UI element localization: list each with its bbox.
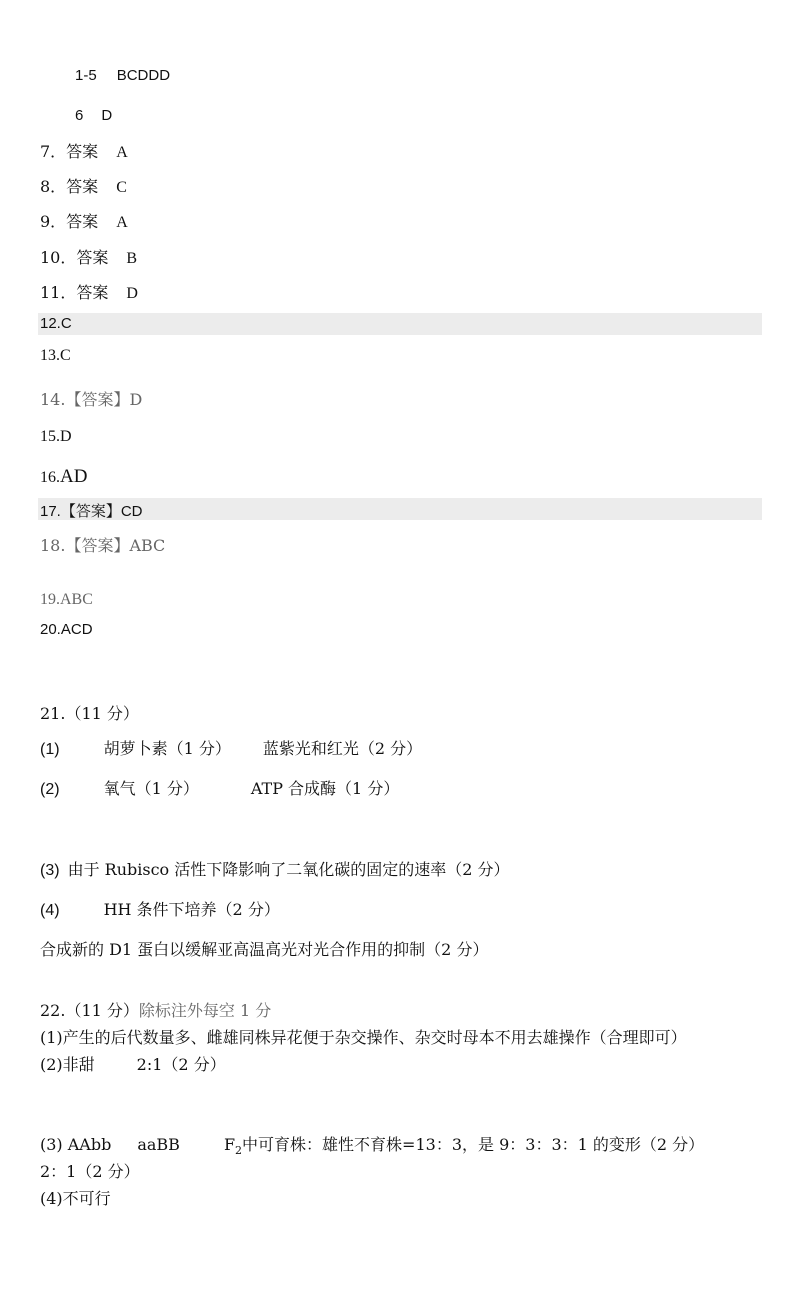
- answer-number: 1-5: [75, 67, 97, 84]
- answer-number: 16.: [40, 469, 60, 486]
- answer-value: B: [126, 250, 138, 267]
- answer-value: AD: [60, 466, 88, 487]
- part-number: (3): [40, 862, 60, 879]
- q21-part-3: [40, 857, 510, 880]
- genotype-2: aaBB: [137, 1135, 180, 1154]
- answer-value: A: [116, 214, 128, 231]
- answer-value: A: [116, 144, 128, 161]
- part-answer: 2:1（2 分）: [136, 1055, 226, 1074]
- part-answer: 中可育株：雄性不育株=13：3，是 9：3：3：1 的变形（2 分）: [242, 1135, 705, 1154]
- q22-part-3-continued: 2：1（2 分）: [40, 1162, 140, 1181]
- q21-part-4: [40, 897, 280, 920]
- q21-part-4-continued: 合成新的 D1 蛋白以缓解亚高温高光对光合作用的抑制（2 分）: [40, 940, 489, 959]
- answer-label: 7．答案: [40, 142, 99, 161]
- q21-part-2: [40, 776, 399, 799]
- answer-label: 8．答案: [40, 177, 99, 196]
- part-answer: ATP 合成酶（1 分）: [250, 779, 400, 798]
- answer-label: 9．答案: [40, 212, 99, 231]
- answer-value: BCDDD: [116, 67, 171, 84]
- answer-value: C: [116, 179, 127, 196]
- question-number: 22.（11 分）: [40, 1001, 139, 1020]
- answer-10: [40, 245, 137, 268]
- answer-value: D: [126, 285, 138, 302]
- answer-19: 19.ABC: [40, 591, 93, 608]
- answer-11: [40, 280, 138, 303]
- answer-20: 20.ACD: [40, 621, 93, 638]
- genotype-1: (3) AAbb: [40, 1135, 112, 1154]
- answer-label: 10．答案: [40, 248, 109, 267]
- answer-15: 15.D: [40, 428, 72, 445]
- part-answer: 由于 Rubisco 活性下降影响了二氧化碳的固定的速率（2 分）: [67, 860, 510, 879]
- answer-number: 6: [75, 107, 84, 124]
- highlight-band: [38, 313, 762, 335]
- answer-14: 14.【答案】D: [40, 390, 143, 409]
- part-answer: 氧气（1 分）: [103, 779, 199, 798]
- answer-7: [40, 139, 128, 162]
- answer-9: [40, 209, 128, 232]
- generation-subscript: 2: [235, 1144, 243, 1158]
- q21-header: 21.（11 分）: [40, 704, 139, 723]
- answer-1-5: [75, 67, 170, 84]
- answer-8: [40, 174, 127, 197]
- highlight-band: [38, 498, 762, 520]
- answer-18: 18.【答案】ABC: [40, 536, 166, 555]
- q22-part-1: (1)产生的后代数量多、雌雄同株异花便于杂交操作、杂交时母本不用去雄操作（合理即可）: [40, 1028, 687, 1047]
- part-answer: 蓝紫光和红光（2 分）: [262, 739, 423, 758]
- answer-label: 11．答案: [40, 283, 109, 302]
- answer-16: [40, 466, 87, 488]
- answer-13: 13.C: [40, 347, 71, 364]
- answer-6: [75, 107, 112, 124]
- answer-value: D: [101, 107, 113, 124]
- generation-label: F: [223, 1135, 236, 1154]
- part-number: (1): [40, 741, 60, 758]
- answer-12: 12.C: [40, 315, 72, 332]
- q21-part-1: [40, 736, 422, 759]
- q22-part-4: (4)不可行: [40, 1189, 111, 1208]
- part-answer: 胡萝卜素（1 分）: [103, 739, 231, 758]
- scoring-note: 除标注外每空 1 分: [138, 1001, 272, 1020]
- answer-17: 17.【答案】CD: [40, 503, 143, 520]
- part-answer: HH 条件下培养（2 分）: [103, 900, 280, 919]
- q22-part-2: [40, 1052, 226, 1075]
- q22-header: [40, 998, 271, 1021]
- part-number: (4): [40, 902, 60, 919]
- q22-part-3: [40, 1132, 704, 1157]
- part-answer: (2)非甜: [40, 1055, 95, 1074]
- part-number: (2): [40, 781, 60, 798]
